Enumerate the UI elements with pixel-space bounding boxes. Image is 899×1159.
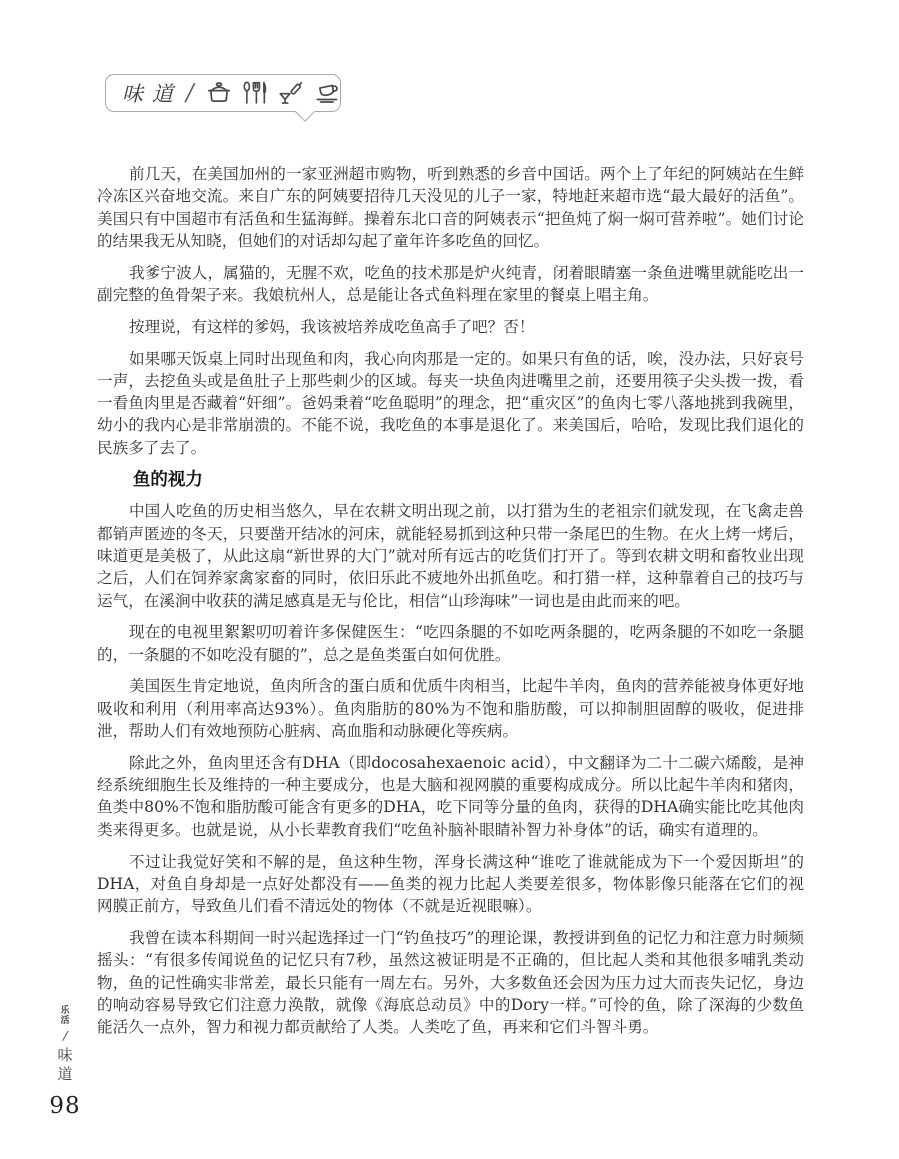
paragraph: 美国医生肯定地说，鱼肉所含的蛋白质和优质牛肉相当，比起牛羊肉，鱼肉的营养能被身体更好地吸收和利用（利用率高达93%）。鱼肉脂肪的80%为不饱和脂肪酸，可以抑制胆固醇的吸收，促进排泄，帮助人们有效地预防心脏病、高血脂和动脉硬化等疾病。 <box>97 677 804 741</box>
article-body <box>97 163 804 1048</box>
paragraph: 按理说，有这样的爹妈，我该被培养成吃鱼高手了吧？否！ <box>128 317 535 336</box>
magazine-char: 活 <box>60 1016 70 1026</box>
wine-icon <box>277 79 305 107</box>
paragraph: 如果哪天饭桌上同时出现鱼和肉，我心向肉那是一定的。如果只有鱼的话，唉，没办法，只好哀号一声，去挖鱼头或是鱼肚子上那些刺少的区域。每夹一块鱼肉进嘴里之前，还要用筷子尖头拨一拨，看一看鱼肉里是否藏着“奸细”。爸妈秉着“吃鱼聪明”的理念，把“重灾区”的鱼肉七零八落地挑到我碗里，幼小的我内心是非常崩溃的。不能不说，我吃鱼的本事是退化了。来美国后，哈哈，发现比我们退化的民族多了去了。 <box>97 349 804 457</box>
section-char: 味 <box>57 1046 73 1064</box>
page-number: 98 <box>49 1093 81 1119</box>
section-char: 道 <box>57 1065 73 1083</box>
pot-icon <box>205 79 233 107</box>
folio-slash: / <box>61 1028 69 1045</box>
slash-separator: / <box>186 80 194 106</box>
utensils-icon <box>241 79 269 107</box>
paragraph: 中国人吃鱼的历史相当悠久，早在农耕文明出现之前，以打猎为生的老祖宗们就发现，在飞禽走兽都销声匿迹的冬天，只要凿开结冰的河床，就能轻易抓到这种只带一条尾巴的生物。在火上烤一烤后，味道更是美极了，从此这扇“新世界的大门”就对所有远古的吃货们打开了。等到农耕文明和畜牧业出现之后，人们在饲养家禽家畜的同时，依旧乐此不疲地外出抓鱼吃。和打猎一样，这种靠着自己的技巧与运气，在溪涧中收获的满足感真是无与伦比，相信“山珍海味”一词也是由此而来的吧。 <box>97 502 804 610</box>
folio-sidebar <box>48 1006 82 1119</box>
paragraph: 不过让我觉好笑和不解的是，鱼这种生物，浑身长满这种“谁吃了谁就能成为下一个爱因斯坦”的DHA，对鱼自身却是一点好处都没有——鱼类的视力比起人类要差很多，物体影像只能落在它们的视网膜正前方，导致鱼儿们看不清远处的物体（不就是近视眼嘛）。 <box>97 852 804 916</box>
paragraph: 现在的电视里絮絮叨叨着许多保健医生：“吃四条腿的不如吃两条腿的，吃两条腿的不如吃一条腿的，一条腿的不如吃没有腿的”，总之是鱼类蛋白如何优胜。 <box>97 623 804 664</box>
paragraph: 我曾在读本科期间一时兴起选择过一门“钓鱼技巧”的理论课，教授讲到鱼的记忆力和注意力时频频摇头：“有很多传闻说鱼的记忆只有7秒，虽然这被证明是不正确的，但比起人类和其他很多哺乳类动物，鱼的记性确实非常差，最长只能有一周左右。另外，大多数鱼还会因为压力过大而丧失记忆，身边的响动容易导致它们注意力涣散，就像《海底总动员》中的Dory一样。”可怜的鱼，除了深海的少数鱼能活久一点外，智力和视力都贡献给了人类。人类吃了鱼，再来和它们斗智斗勇。 <box>97 928 804 1037</box>
section-title: 味道 <box>122 81 182 106</box>
section-header-badge <box>105 74 341 112</box>
coffee-cup-icon <box>313 79 343 107</box>
paragraph: 除此之外，鱼肉里还含有DHA（即docosahexaenoic acid），中文翻译为二十二碳六烯酸，是神经系统细胞生长及维持的一种主要成分，也是大脑和视网膜的重要构成成分。所以比起牛羊肉和猪肉，鱼类中80%不饱和脂肪酸可能含有更多的DHA，吃下同等分量的鱼肉，获得的DHA确实能比吃其他肉类来得更多。也就是说，从小长辈教育我们“吃鱼补脑补眼睛补智力补身体”的话，确实有道理的。 <box>97 753 804 839</box>
magazine-char: 乐 <box>60 1006 70 1016</box>
paragraph: 我爹宁波人，属猫的，无腥不欢，吃鱼的技术那是炉火纯青，闭着眼睛塞一条鱼进嘴里就能吃出一副完整的鱼骨架子来。我娘杭州人，总是能让各式鱼料理在家里的餐桌上唱主角。 <box>97 263 804 304</box>
section-heading: 鱼的视力 <box>132 469 203 490</box>
magazine-name-vertical <box>60 1006 69 1026</box>
section-name-vertical <box>57 1046 72 1084</box>
food-icons-row <box>205 79 343 107</box>
paragraph: 前几天，在美国加州的一家亚洲超市购物，听到熟悉的乡音中国话。两个上了年纪的阿姨站在生鲜冷冻区兴奋地交流。来自广东的阿姨要招待几天没见的儿子一家，特地赶来超市选“最大最好的活鱼”。美国只有中国超市有活鱼和生猛海鲜。操着东北口音的阿姨表示“把鱼炖了焖一焖可营养啦”。她们讨论的结果我无从知晓，但她们的对话却勾起了童年许多吃鱼的回忆。 <box>97 165 804 250</box>
